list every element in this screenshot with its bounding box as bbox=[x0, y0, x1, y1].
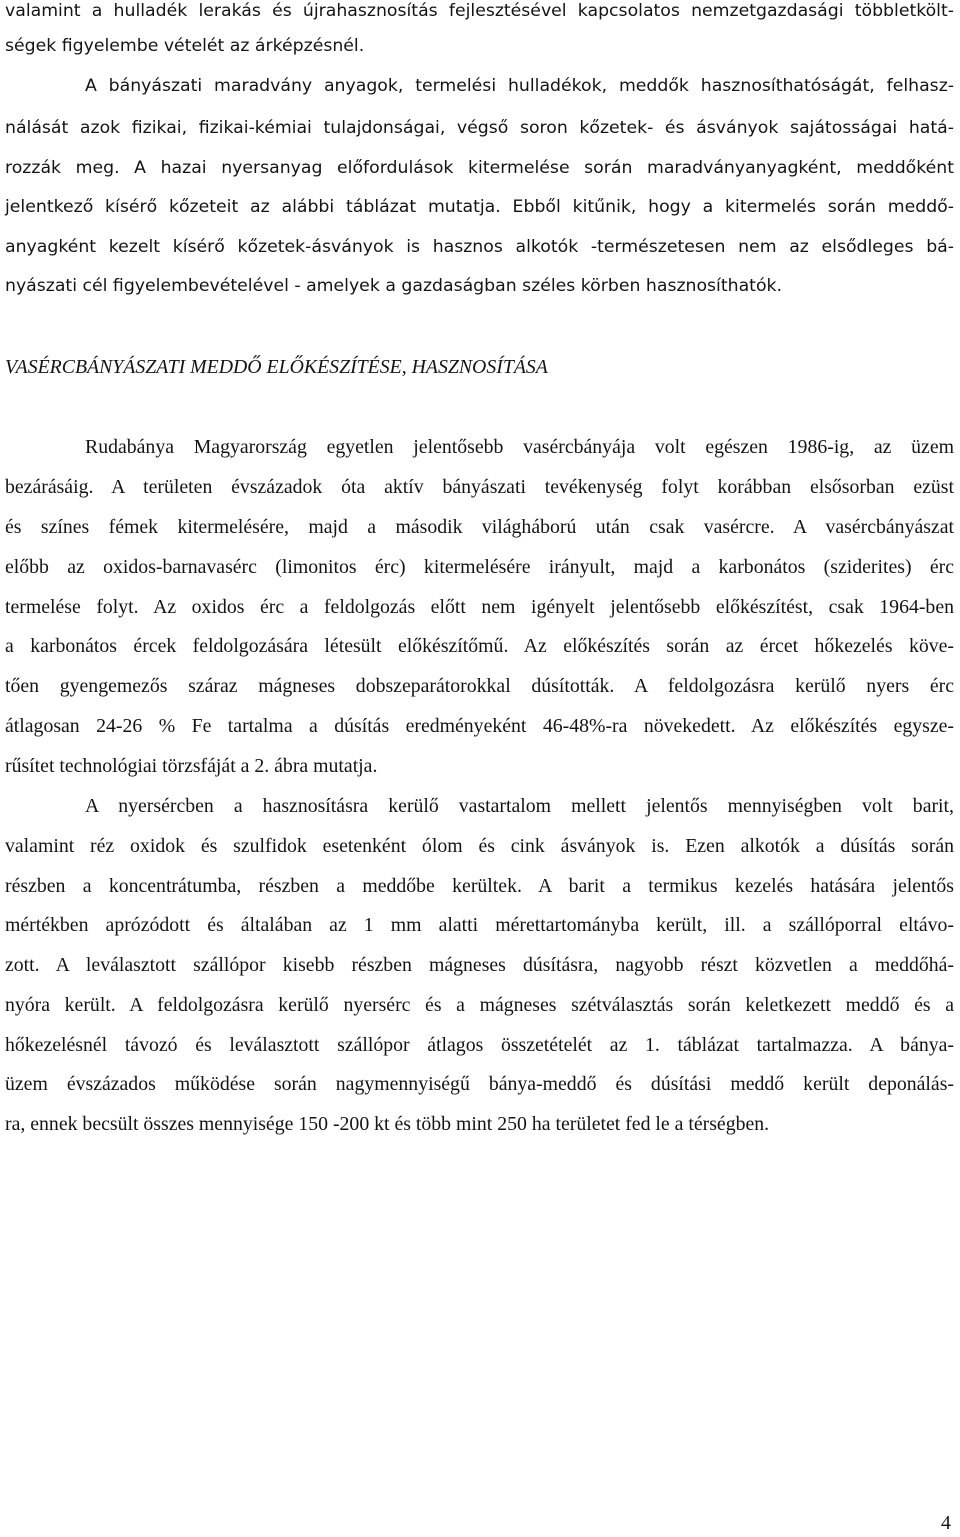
section-heading: VASÉRCBÁNYÁSZATI MEDDŐ ELŐKÉSZÍTÉSE, HASZNOSÍTÁSA bbox=[5, 356, 548, 378]
text-line: nyászati cél figyelembevételével - amelyek a gazdaságban széles körben hasznosíthatók. bbox=[5, 276, 783, 296]
page-number: 4 bbox=[941, 1512, 951, 1534]
text-line: rűsítet technológiai törzsfáját a 2. ábra mutatja. bbox=[5, 755, 378, 777]
text-line: A nyersércben a hasznosításra kerülő vastartalom mellett jelentős mennyiségben volt barit, bbox=[85, 795, 954, 817]
text-line: valamint réz oxidok és szulfidok esetenként ólom és cink ásványok is. Ezen alkotók a dúsítás során bbox=[5, 835, 954, 857]
text-line: zott. A leválasztott szállópor kisebb részben mágneses dúsításra, nagyobb részt közvetlen a meddőhá- bbox=[5, 954, 954, 976]
text-line: tően gyengemezős száraz mágneses dobszeparátorokkal dúsították. A feldolgozásra kerülő nyers érc bbox=[5, 675, 954, 697]
text-line: előbb az oxidos-barnavasérc (limonitos érc) kitermelésére irányult, majd a karbonátos (sziderites) érc bbox=[5, 556, 954, 578]
text-line: rozzák meg. A hazai nyersanyag előfordulások kitermelése során maradványanyagként, meddőként bbox=[5, 158, 954, 178]
text-line: átlagosan 24-26 % Fe tartalma a dúsítás eredményeként 46-48%-ra növekedett. Az előkészítés egysze- bbox=[5, 715, 954, 737]
text-line: jelentkező kísérő kőzeteit az alábbi táblázat mutatja. Ebből kitűnik, hogy a kitermelés során meddő- bbox=[5, 197, 954, 217]
text-line: ra, ennek becsült összes mennyisége 150 -200 kt és több mint 250 ha területet fed le a térségben. bbox=[5, 1113, 770, 1135]
text-line: nyóra került. A feldolgozásra kerülő nyersérc és a mágneses szétválasztás során keletkezett meddő és a bbox=[5, 994, 954, 1016]
text-line: valamint a hulladék lerakás és újrahasznosítás fejlesztésével kapcsolatos nemzetgazdasági többletkölt- bbox=[5, 1, 954, 21]
text-line: ségek figyelembe vételét az árképzésnél. bbox=[5, 36, 365, 56]
text-line: üzem évszázados működése során nagymennyiségű bánya-meddő és dúsítási meddő került deponálás- bbox=[5, 1073, 954, 1095]
text-line: A bányászati maradvány anyagok, termelési hulladékok, meddők hasznosíthatóságát, felhasz- bbox=[85, 76, 954, 96]
text-line: bezárásáig. A területen évszázadok óta aktív bányászati tevékenység folyt korábban elsősorban ezüst bbox=[5, 476, 954, 498]
text-line: a karbonátos ércek feldolgozására létesült előkészítőmű. Az előkészítés során az ércet hőkezelés köve- bbox=[5, 635, 954, 657]
text-line: nálását azok fizikai, fizikai-kémiai tulajdonságai, végső soron kőzetek- és ásványok sajátosságai hatá- bbox=[5, 118, 954, 138]
text-line: termelése folyt. Az oxidos érc a feldolgozás előtt nem igényelt jelentősebb előkészítést, csak 1964-ben bbox=[5, 596, 954, 618]
text-line: részben a koncentrátumba, részben a meddőbe kerültek. A barit a termikus kezelés hatására jelentős bbox=[5, 875, 954, 897]
text-line: és színes fémek kitermelésére, majd a második világháború után csak vasércre. A vasércbányászat bbox=[5, 516, 954, 538]
text-line: anyagként kezelt kísérő kőzetek-ásványok is hasznos alkotók -természetesen nem az elsődleges bá- bbox=[5, 237, 954, 257]
text-line: Rudabánya Magyarország egyetlen jelentősebb vasércbányája volt egészen 1986-ig, az üzem bbox=[85, 436, 954, 458]
text-line: mértékben aprózódott és általában az 1 mm alatti mérettartományba került, ill. a szállóporral eltávo- bbox=[5, 914, 954, 936]
text-line: hőkezelésnél távozó és leválasztott szállópor átlagos összetételét az 1. táblázat tartalmazza. A bánya- bbox=[5, 1034, 954, 1056]
